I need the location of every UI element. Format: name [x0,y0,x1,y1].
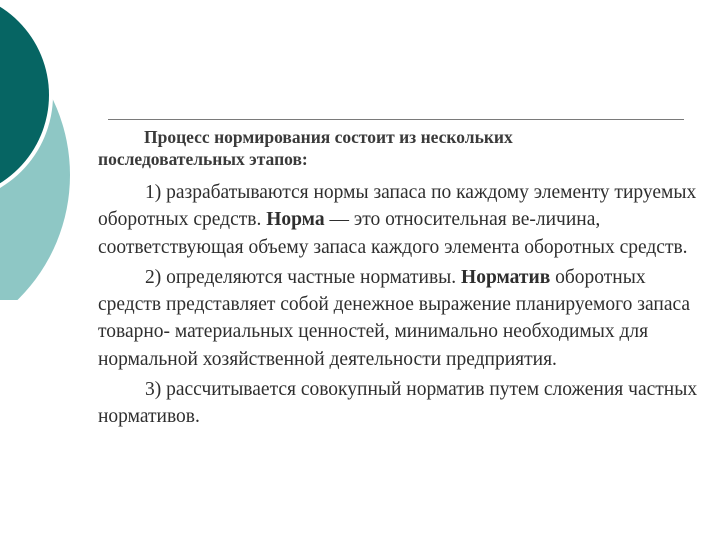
paragraph-lead: 1) разрабатываются нормы запаса по каждому элементу тируемых оборотных средств. [98,182,697,231]
paragraph-lead: 2) определяются частные нормативы. [145,266,462,288]
paragraph-step-3 [98,376,698,431]
paragraph-tail: оборотных средств представляет собой денежное выражение планируемого запаса товарно- материальных ценностей, минимально необходимых для нормальной хозяйственной деятельности предприятия. [98,266,691,370]
term-norma: Норма [266,209,325,231]
heading-line-1: Процесс нормирования состоит из нескольких [144,127,513,147]
body-text [98,179,698,434]
title-divider-line [108,119,684,120]
paragraph-step-2 [98,264,698,373]
paragraph-tail: — это относительная ве-личина, соответствующая объему запаса каждого элемента оборотных средств. [98,209,688,258]
paragraph-lead: 3) рассчитывается совокупный норматив путем сложения частных нормативов. [98,379,698,428]
heading [98,126,698,170]
heading-line-2: последовательных этапов: [98,149,308,169]
paragraph-step-1 [98,179,698,261]
term-normativ: Норматив [461,266,551,288]
